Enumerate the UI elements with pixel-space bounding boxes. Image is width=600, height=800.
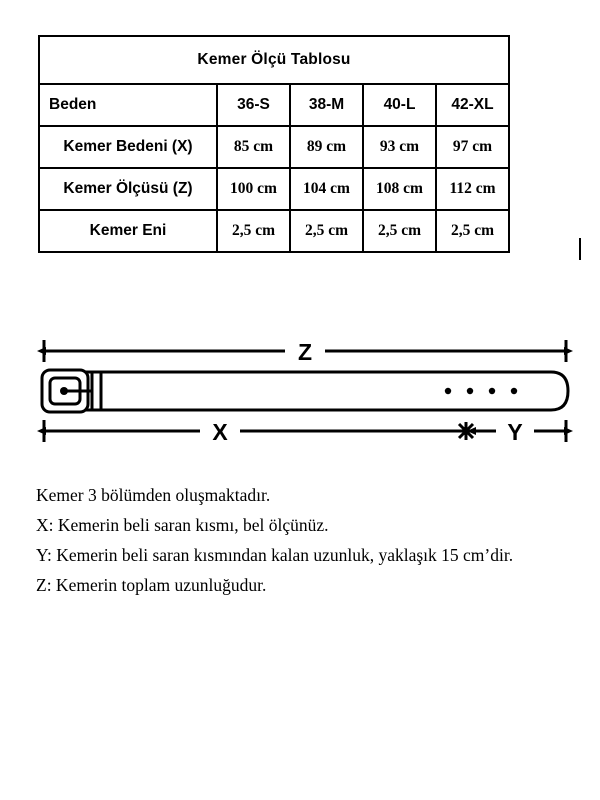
cell-kemer-bedeni-36s: 85 cm [217,126,290,168]
header-40-l: 40-L [363,84,436,126]
cell-kemer-olcusu-38m: 104 cm [290,168,363,210]
cell-kemer-eni-38m: 2,5 cm [290,210,363,252]
belt-diagram [0,320,600,460]
cell-kemer-eni-36s: 2,5 cm [217,210,290,252]
table-row [39,210,509,252]
size-table [38,35,510,253]
description-line: Kemer 3 bölümden oluşmaktadır. [36,485,271,505]
stray-tick-mark [579,238,581,260]
cell-kemer-olcusu-36s: 100 cm [217,168,290,210]
description-line: Y: Kemerin beli saran kısmından kalan uzunluk, yaklaşık 15 cm’dir. [36,545,514,565]
header-42-xl: 42-XL [436,84,509,126]
cell-kemer-bedeni-38m: 89 cm [290,126,363,168]
label-x: X [212,419,228,445]
header-38-m: 38-M [290,84,363,126]
size-table-container [38,35,508,253]
header-beden: Beden [39,84,217,126]
description-block [36,480,576,600]
description-line: Z: Kemerin toplam uzunluğudur. [36,575,267,595]
row-label-kemer-olcusu: Kemer Ölçüsü (Z) [39,168,217,210]
table-title: Kemer Ölçü Tablosu [39,36,509,84]
cell-kemer-bedeni-42xl: 97 cm [436,126,509,168]
table-header-row [39,84,509,126]
table-row [39,168,509,210]
belt-shape [42,370,568,412]
cell-kemer-olcusu-42xl: 112 cm [436,168,509,210]
cell-kemer-eni-42xl: 2,5 cm [436,210,509,252]
cell-kemer-eni-40l: 2,5 cm [363,210,436,252]
dimension-line-x-y [44,419,566,445]
label-z: Z [297,339,313,365]
dimension-line-z [44,339,566,365]
star-marker [457,422,475,440]
row-label-kemer-bedeni: Kemer Bedeni (X) [39,126,217,168]
table-title-row [39,36,509,84]
cell-kemer-bedeni-40l: 93 cm [363,126,436,168]
cell-kemer-olcusu-40l: 108 cm [363,168,436,210]
table-row [39,126,509,168]
row-label-kemer-eni: Kemer Eni [39,210,217,252]
header-36-s: 36-S [217,84,290,126]
label-y: Y [507,419,523,445]
description-line: X: Kemerin beli saran kısmı, bel ölçünüz. [36,515,329,535]
